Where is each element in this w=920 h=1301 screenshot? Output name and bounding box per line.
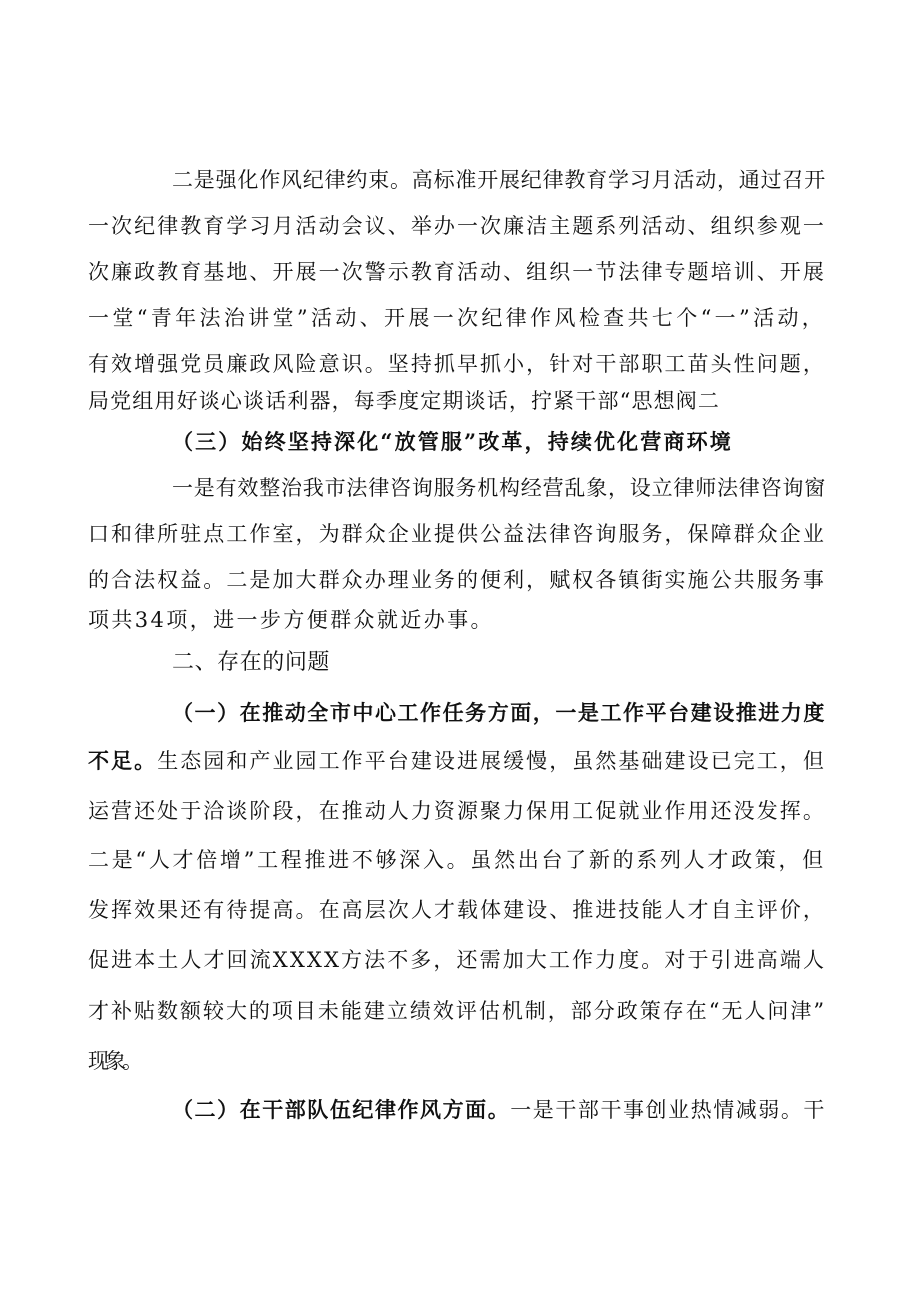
paragraph-line [0,471,920,505]
text-run: （三）始终坚持深化“放管服”改革，持续优化营商环境 [172,429,733,454]
text-run: 二是强化作风纪律约束。高标准开展纪律教育学习月活动，通过召开 [172,168,826,192]
section-subheading [0,696,920,730]
paragraph-line [0,893,920,927]
paragraph-line [0,603,920,637]
text-run-bold: 不足。 [88,748,158,773]
paragraph-line [0,301,920,335]
paragraph-line [0,794,920,828]
paragraph-line [0,943,920,977]
text-run: 运营还处于洽谈阶段，在推动人力资源聚力保用工促就业作用还没发挥。 [88,799,826,823]
text-run: 二是“人才倍增”工程推进不够深入。虽然出台了新的系列人才政策，但 [88,848,826,872]
paragraph-line [0,347,920,381]
paragraph-line [0,563,920,597]
paragraph-line [0,255,920,289]
paragraph-line [0,1093,920,1127]
paragraph-line [0,163,920,197]
text-run-bold: （二）在干部队伍纪律作风方面。 [172,1097,511,1122]
paragraph-line [0,517,920,551]
text-run: 才补贴数额较大的项目未能建立绩效评估机制，部分政策存在“无人问津” [88,999,827,1023]
paragraph-line [0,843,920,877]
text-run: 一堂“青年法治讲堂”活动、开展一次纪律作风检查共七个“一”活动， [88,306,827,330]
text-run: 局党组用好谈心谈话利器，每季度定期谈话，拧紧干部“思想阀二 [88,389,721,413]
text-run: 的合法权益。二是加大群众办理业务的便利，赋权各镇街实施公共服务事 [88,568,826,592]
text-run: 一是干部干事创业热情减弱。干 [510,1098,826,1122]
paragraph-line [0,209,920,243]
text-run: 发挥效果还有待提高。在高层次人才载体建设、推进技能人才自主评价， [88,898,826,922]
section-subheading [0,425,920,459]
text-run: 次廉政教育基地、开展一次警示教育活动、组织一节法律专题培训、开展 [88,260,826,284]
text-run: 项共34项，进一步方便群众就近办事。 [88,608,494,632]
paragraph-line [0,744,920,778]
text-run: 二、存在的问题 [172,650,330,675]
text-run: 一次纪律教育学习月活动会议、举办一次廉洁主题系列活动、组织参观一 [88,214,826,238]
text-run: 有效增强党员廉政风险意识。坚持抓早抓小，针对干部职工苗头性问题， [88,352,826,376]
text-run: 一是有效整治我市法律咨询服务机构经营乱象，设立律师法律咨询窗 [172,476,826,500]
text-run: 口和律所驻点工作室，为群众企业提供公益法律咨询服务，保障群众企业 [88,522,826,546]
section-heading [0,646,920,680]
text-run: 现象。 [88,1049,139,1073]
text-run: （一）在推动全市中心工作任务方面，一是工作平台建设推进力度 [172,700,826,725]
paragraph-line [0,994,920,1028]
text-run: 促进本土人才回流XXXX方法不多，还需加大工作力度。对于引进高端人 [88,948,827,972]
paragraph-line [0,384,920,418]
text-run: 生态园和产业园工作平台建设进展缓慢，虽然基础建设已完工，但 [157,749,826,773]
paragraph-line [0,1044,920,1078]
